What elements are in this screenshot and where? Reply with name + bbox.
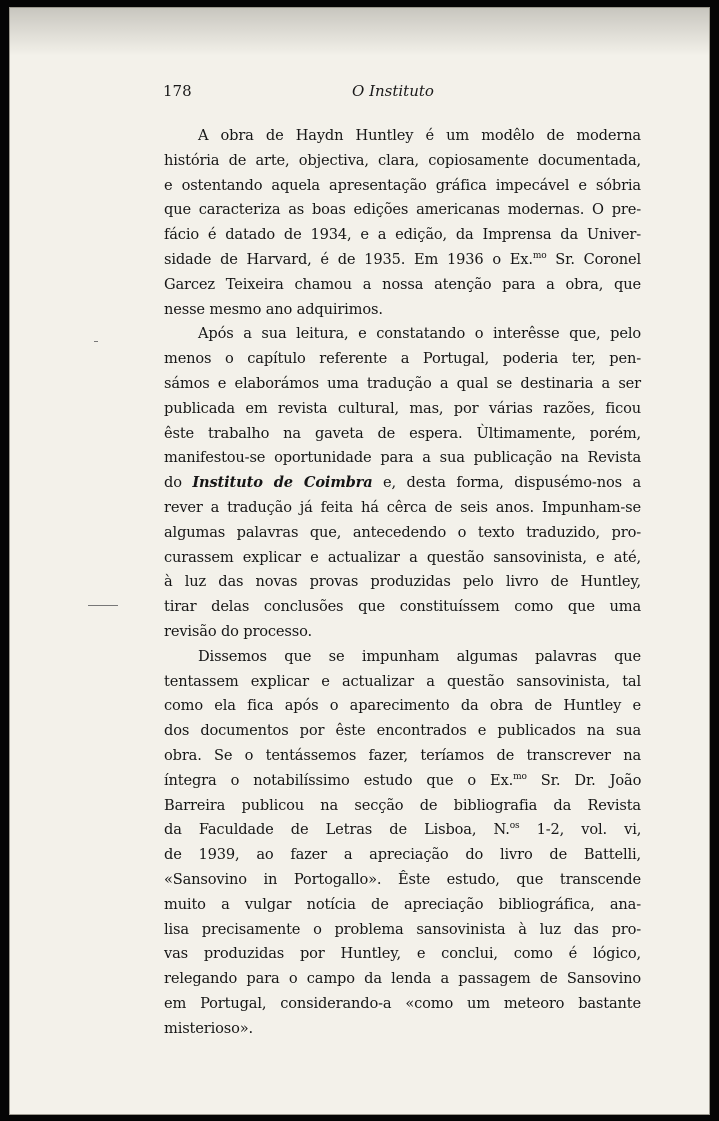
text-line: algumas palavras que, antecedendo o texto traduzido, pro- bbox=[164, 523, 641, 541]
text-line: tentassem explicar e actualizar a questão sansovinista, tal bbox=[164, 672, 641, 690]
text-segment: Sr. Dr. João bbox=[526, 771, 642, 789]
page-number: 178 bbox=[163, 82, 192, 100]
text-line: lisa precisamente o problema sansovinista à luz das pro- bbox=[164, 920, 641, 938]
text-line: e ostentando aquela apresentação gráfica impecável e sóbria bbox=[164, 176, 641, 194]
text-line: êste trabalho na gaveta de espera. Ùltimamente, porém, bbox=[164, 424, 641, 442]
text-line: curassem explicar e actualizar a questão sansovinista, e até, bbox=[164, 548, 641, 566]
text-line: tirar delas conclusões que constituíssem como que uma bbox=[164, 598, 641, 616]
text-line: «Sansovino in Portogallo». Êste estudo, que transcende bbox=[164, 870, 641, 888]
text-line: revisão do processo. bbox=[164, 622, 312, 640]
text-line: em Portugal, considerando-a «como um meteoro bastante bbox=[164, 994, 641, 1012]
text-line: publicada em revista cultural, mas, por várias razões, ficou bbox=[164, 399, 641, 417]
text-line: sámos e elaborámos uma tradução a qual se destinaria a ser bbox=[164, 374, 641, 392]
text-line: vas produzidas por Huntley, e conclui, como é lógico, bbox=[164, 945, 641, 963]
margin-mark bbox=[94, 341, 98, 342]
text-segment: 1-2, vol. vi, bbox=[519, 821, 642, 839]
text-line: rever a tradução já feita há cêrca de seis anos. Impunham-se bbox=[164, 498, 641, 516]
text-line: Dissemos que se impunham algumas palavras que bbox=[198, 647, 641, 665]
running-title: O Instituto bbox=[352, 82, 434, 100]
text-line: Garcez Teixeira chamou a nossa atenção para a obra, que bbox=[164, 275, 641, 293]
text-line bbox=[164, 769, 641, 794]
text-line: obra. Se o tentássemos fazer, teríamos de transcrever na bbox=[164, 746, 641, 764]
body-text bbox=[164, 124, 641, 1041]
superscript: mo bbox=[513, 771, 527, 782]
italic-title: Instituto de Coimbra bbox=[192, 474, 373, 492]
scan-shadow bbox=[10, 8, 709, 56]
text-segment: da Faculdade de Letras de Lisboa, N. bbox=[164, 821, 510, 839]
text-line: história de arte, objectiva, clara, copiosamente documentada, bbox=[164, 151, 641, 169]
text-line: relegando para o campo da lenda a passagem de Sansovino bbox=[164, 970, 641, 988]
text-line: misterioso». bbox=[164, 1019, 253, 1037]
text-line: Barreira publicou na secção de bibliografia da Revista bbox=[164, 796, 641, 814]
text-segment: Sr. Coronel bbox=[546, 250, 641, 268]
text-line: à luz das novas provas produzidas pelo livro de Huntley, bbox=[164, 573, 641, 591]
text-line: Após a sua leitura, e constatando o interêsse que, pelo bbox=[198, 325, 641, 343]
superscript: mo bbox=[532, 250, 547, 261]
superscript: os bbox=[509, 821, 520, 832]
document-page bbox=[9, 7, 710, 1115]
text-line: muito a vulgar notícia de apreciação bibliográfica, ana- bbox=[164, 895, 641, 913]
text-line: dos documentos por êste encontrados e publicados na sua bbox=[164, 722, 641, 740]
text-line: que caracteriza as boas edições americanas modernas. O pre- bbox=[164, 201, 641, 219]
text-line bbox=[164, 818, 641, 843]
text-line bbox=[164, 471, 641, 496]
text-line: fácio é datado de 1934, e a edição, da Imprensa da Univer- bbox=[164, 226, 641, 244]
margin-mark bbox=[88, 605, 118, 606]
text-segment: sidade de Harvard, é de 1935. Em 1936 o Ex. bbox=[164, 250, 533, 268]
text-line: manifestou-se oportunidade para a sua publicação na Revista bbox=[164, 449, 641, 467]
text-line: como ela fica após o aparecimento da obra de Huntley e bbox=[164, 697, 641, 715]
text-line: menos o capítulo referente a Portugal, poderia ter, pen- bbox=[164, 350, 641, 368]
text-segment: do bbox=[164, 474, 193, 492]
text-line bbox=[164, 248, 641, 273]
text-line: nesse mesmo ano adquirimos. bbox=[164, 300, 383, 318]
text-line: A obra de Haydn Huntley é um modêlo de moderna bbox=[198, 127, 641, 144]
text-line: de 1939, ao fazer a apreciação do livro de Battelli, bbox=[164, 846, 641, 864]
text-segment: e, desta forma, dispusémo-nos a bbox=[372, 474, 641, 492]
text-segment: íntegra o notabilíssimo estudo que o Ex. bbox=[164, 771, 514, 789]
